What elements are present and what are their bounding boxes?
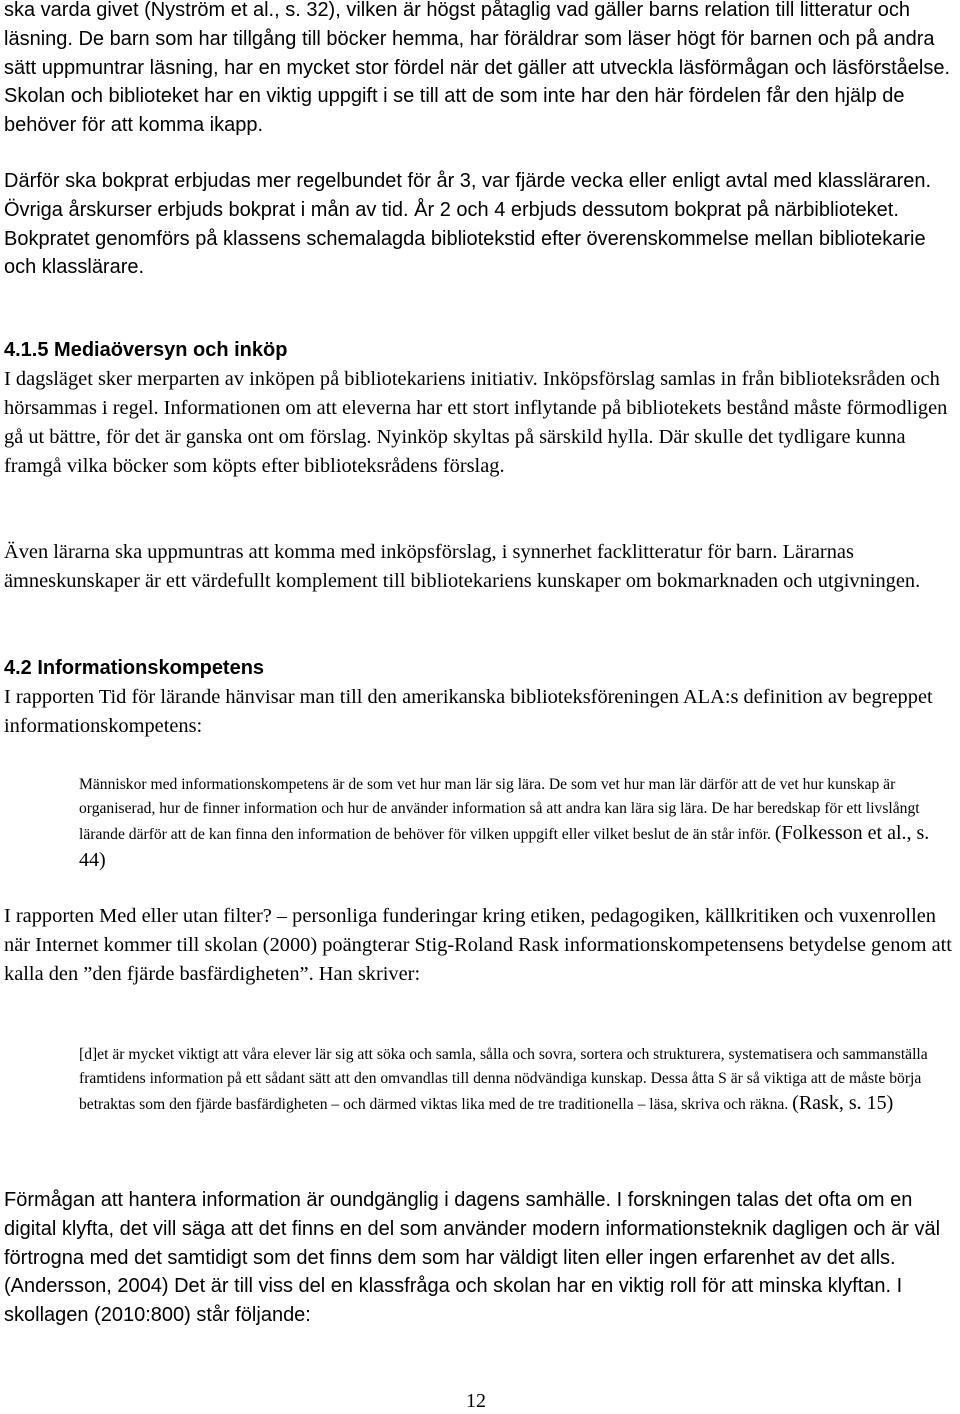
block-quote-folkesson [79, 773, 959, 874]
quote-text: Människor med informationskompetens är de som vet hur man lär sig lära. De som vet hur man lär därför att de vet hur kunskap är organiserad, hur de finner information och hur de använder information så att andra kan lära sig lära. De har beredskap för ett livslångt lärande därför att de kan finna den information de behöver för vilken uppgift eller vilket beslut de än står inför. [79, 776, 920, 844]
paragraph-rask: I rapporten Med eller utan filter? – personliga funderingar kring etiken, pedagogiken, källkritiken och vuxenrollen när Internet kommer till skolan (2000) poängterar Stig-Roland Rask informationskompetensens betydelse genom att kalla den ”den fjärde basfärdigheten”. Han skriver: [4, 905, 952, 985]
paragraph-reading-advantage: ska varda givet (Nyström et al., s. 32), vilken är högst påtaglig vad gäller barns relation till litteratur och läsning. De barn som har tillgång till böcker hemma, har föräldrar som läser högt för barnen och på andra sätt uppmuntrar läsning, har en mycket stor fördel när det gäller att utveckla läsförmågan och läsförståelse. Skolan och biblioteket har en viktig uppgift i se till att de som inte har den här fördelen får den hjälp de behöver för att komma ikapp. [4, 0, 951, 137]
heading-informationskompetens: 4.2 Informationskompetens [4, 657, 265, 679]
quote-citation: (Rask, s. 15) [792, 1092, 894, 1115]
quote-citation: (Folkesson et al., s. 44) [79, 822, 930, 871]
paragraph-lararna: Även lärarna ska uppmuntras att komma med inköpsförslag, i synnerhet facklitteratur för barn. Lärarnas ämneskunskaper är ett värdefullt komplement till bibliotekariens kunskaper om bokmarknaden och utgivningen. [4, 541, 921, 592]
heading-mediaoversyn: 4.1.5 Mediaöversyn och inköp [4, 339, 288, 361]
paragraph-inkop: I dagsläget sker merparten av inköpen på bibliotekariens initiativ. Inköpsförslag samlas in från biblioteksråden och hörsammas i regel. Informationen om att eleverna har ett stort inflytande på bibliotekets bestånd måste förmodligen gå ut bättre, för det är ganska ont om förslag. Nyinköp skyltas på särskild hylla. Där skulle det tydligare kunna framgå vilka böcker som köpts efter biblioteksrådens förslag. [4, 368, 948, 477]
quote-text: [d]et är mycket viktigt att våra elever lär sig att söka och samla, sålla och sovra, sortera och strukturera, systematisera och sammanställa framtidens information på ett sådant sätt att den omvandlas till denna nödvändiga kunskap. Dessa åtta S är så viktiga att de måste börja betraktas som den fjärde basfärdigheten – och därmed viktas lika med de tre traditionella – läsa, skriva och räkna. [79, 1046, 928, 1114]
paragraph-bokprat: Därför ska bokprat erbjudas mer regelbundet för år 3, var fjärde vecka eller enligt avtal med klassläraren. Övriga årskurser erbjuds bokprat i mån av tid. År 2 och 4 erbjuds dessutom bokprat på närbiblioteket. Bokpratet genomförs på klassens schemalagda bibliotekstid efter överenskommelse mellan bibliotekarie och klasslärare. [4, 170, 932, 279]
page-number: 12 [466, 1390, 486, 1412]
block-quote-rask [79, 1043, 959, 1118]
paragraph-ala-definition: I rapporten Tid för lärande hänvisar man till den amerikanska biblioteksföreningen ALA:s definition av begreppet informationskompetens: [4, 686, 933, 737]
paragraph-digital-klyfta: Förmågan att hantera information är oundgänglig i dagens samhälle. I forskningen talas det ofta om en digital klyfta, det vill säga att det finns en del som använder modern informationsteknik dagligen och är väl förtrogna med det samtidigt som det finns dem som har väldigt liten eller ingen erfarenhet av det alls. (Andersson, 2004) Det är till viss del en klassfråga och skolan har en viktig roll för att minska klyftan. I skollagen (2010:800) står följande: [4, 1189, 941, 1327]
